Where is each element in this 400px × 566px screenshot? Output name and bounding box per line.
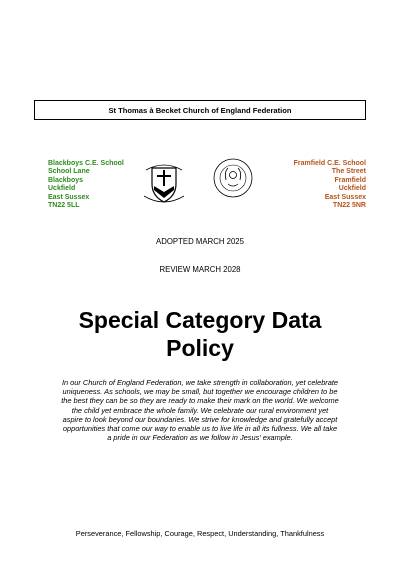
address-line: Uckfield xyxy=(338,185,366,193)
circular-seal-icon xyxy=(212,156,254,202)
mission-line: the child yet embrace the whole family. We celebrate our rural environment yet xyxy=(71,405,329,415)
federation-title: St Thomas à Becket Church of England Federation xyxy=(108,105,292,115)
address-line: TN22 5NR xyxy=(332,202,366,210)
mission-line: the best they can be so they are ready to make their mark on the world. We welcome xyxy=(61,396,339,406)
address-line: The Street xyxy=(331,168,366,176)
policy-title-line: Special Category Data xyxy=(78,307,322,333)
blackboys-school-address xyxy=(48,160,124,210)
address-line: Blackboys xyxy=(48,176,84,184)
framfield-school-address xyxy=(294,160,366,210)
mission-line: opportunities that come our way to enable us to live life in all its fullness. We all take xyxy=(62,424,338,434)
mission-statement xyxy=(46,378,354,442)
mission-line: aspire to look beyond our boundaries. We strive for knowledge and gratefully accept xyxy=(62,414,338,424)
review-date: REVIEW MARCH 2028 xyxy=(159,265,241,274)
mission-line: a pride in our Federation as we follow in Jesus' example. xyxy=(107,433,293,443)
mission-line: In our Church of England Federation, we take strength in collaboration, yet celebrate xyxy=(61,378,339,387)
address-line: Blackboys C.E. School xyxy=(48,160,124,167)
address-line: School Lane xyxy=(48,168,90,176)
shield-crest-icon xyxy=(140,156,188,206)
address-line: Framfield xyxy=(334,176,366,184)
address-line: Uckfield xyxy=(48,185,76,193)
address-line: East Sussex xyxy=(324,193,366,201)
address-line: East Sussex xyxy=(48,193,90,201)
address-line: TN22 5LL xyxy=(48,202,80,210)
federation-title-box xyxy=(34,100,366,120)
federation-values: Perseverance, Fellowship, Courage, Respect, Understanding, Thankfulness xyxy=(75,529,325,538)
mission-line: uniqueness. As schools, we may be small, but together we encourage children to be xyxy=(62,387,338,397)
policy-title-line: Policy xyxy=(166,335,234,361)
adopted-date: ADOPTED MARCH 2025 xyxy=(156,237,244,246)
policy-title xyxy=(0,306,400,362)
address-line: Framfield C.E. School xyxy=(293,160,366,167)
